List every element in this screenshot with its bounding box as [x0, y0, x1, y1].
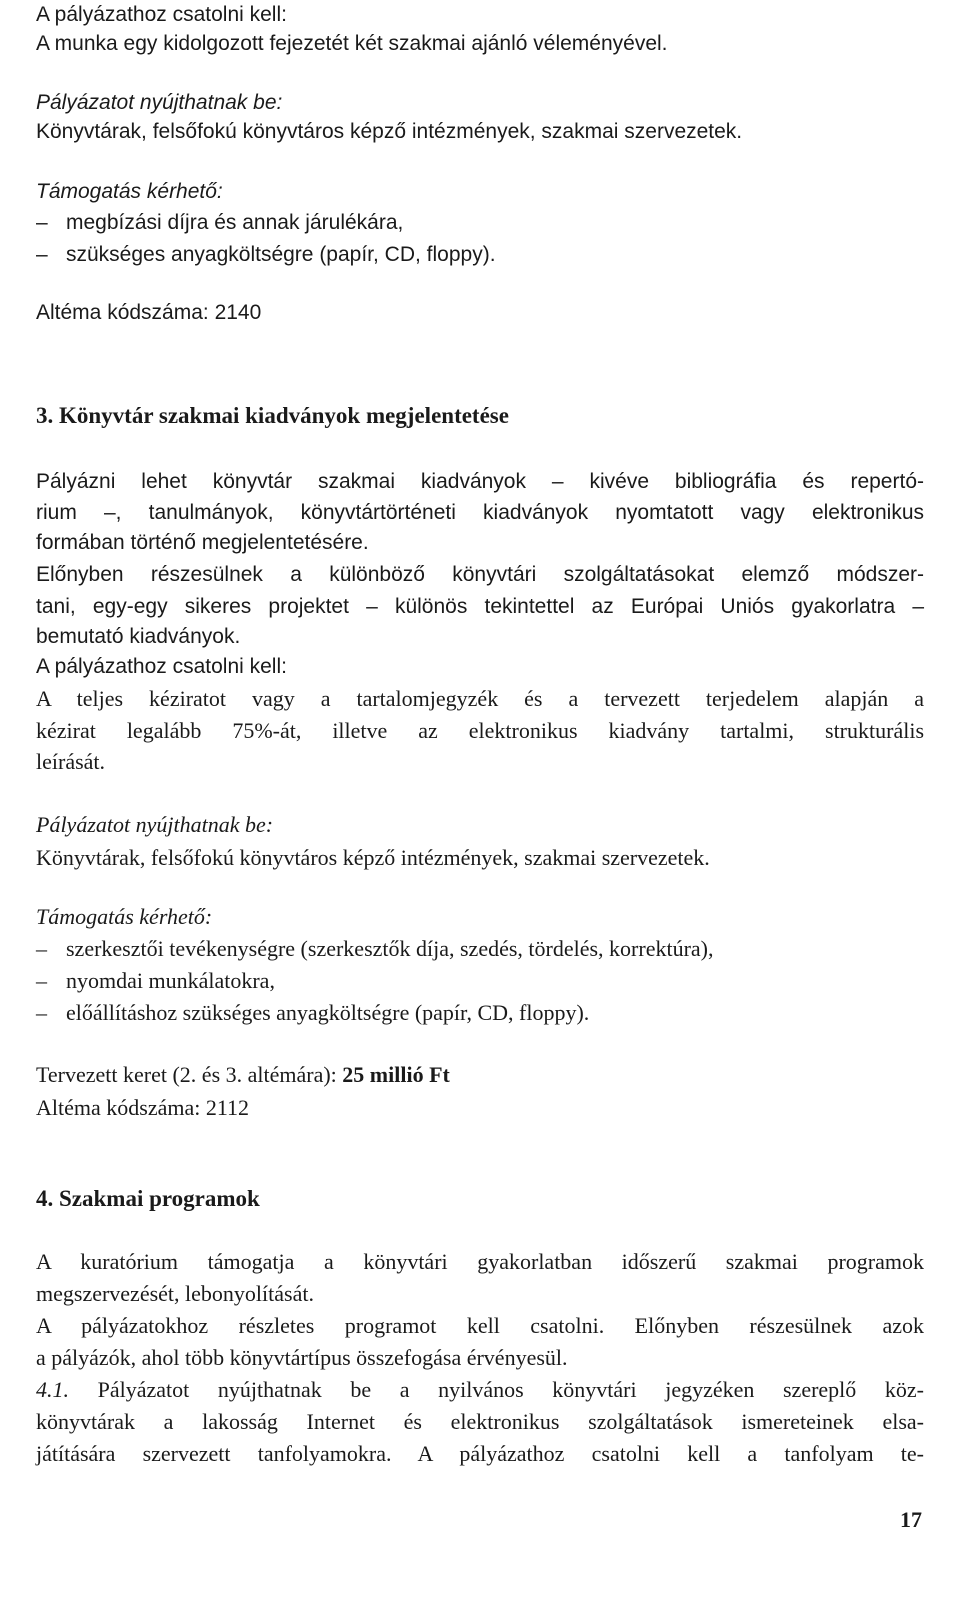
dash: –: [36, 1000, 47, 1025]
support-item: – szükséges anyagköltségre (papír, CD, floppy).: [36, 240, 924, 270]
dash: –: [36, 211, 48, 234]
support-label: Támogatás kérhető:: [36, 180, 223, 203]
section-heading: 4. Szakmai programok: [36, 1186, 260, 1211]
section-heading: 3. Könyvtár szakmai kiadványok megjelentetése: [36, 403, 509, 428]
applicants-label: Pályázatot nyújthatnak be:: [36, 91, 283, 114]
paragraph-line: Előnyben részesülnek a különböző könyvtári szolgáltatásokat elemző módszer-: [36, 563, 924, 586]
budget-label: Tervezett keret (2. és 3. altémára):: [36, 1062, 343, 1087]
budget-line: [36, 1060, 924, 1090]
paragraph-line: bemutató kiadványok.: [36, 625, 241, 648]
paragraph-line: rium –, tanulmányok, könyvtártörténeti kiadványok nyomtatott vagy elektronikus: [36, 501, 924, 524]
support-item: – nyomdai munkálatokra,: [36, 966, 924, 996]
support-item: – előállításhoz szükséges anyagköltségre (papír, CD, floppy).: [36, 998, 924, 1028]
dash: –: [36, 243, 48, 266]
page-number: 17: [900, 1507, 922, 1532]
attachment-label: A pályázathoz csatolni kell:: [36, 655, 287, 678]
dash: –: [36, 936, 47, 961]
paragraph-line: A teljes kéziratot vagy a tartalomjegyzék és a tervezett terjedelem alapján a: [36, 686, 924, 711]
attachment-label: A pályázathoz csatolni kell:: [36, 3, 287, 26]
paragraph-line: könyvtárak a lakosság Internet és elektronikus szolgáltatások ismereteinek elsa-: [36, 1409, 924, 1434]
attachment-text: A munka egy kidolgozott fejezetét két szakmai ajánló véleményével.: [36, 32, 668, 55]
applicants-label: Pályázatot nyújthatnak be:: [36, 812, 274, 837]
paragraph-line: leírását.: [36, 749, 106, 774]
applicants-text: Könyvtárak, felsőfokú könyvtáros képző intézmények, szakmai szervezetek.: [36, 845, 710, 870]
subtopic-code: Altéma kódszáma: 2112: [36, 1095, 250, 1120]
paragraph-line: játítására szervezett tanfolyamokra. A pályázathoz csatolni kell a tanfolyam te-: [36, 1441, 924, 1466]
support-label: Támogatás kérhető:: [36, 904, 213, 929]
paragraph-line: formában történő megjelentetésére.: [36, 531, 369, 554]
paragraph-line: tani, egy-egy sikeres projektet – különös tekintettel az Európai Uniós gyakorlatra –: [36, 595, 924, 618]
paragraph-line: A pályázatokhoz részletes programot kell csatolni. Előnyben részesülnek azok: [36, 1313, 924, 1338]
support-item: – megbízási díjra és annak járulékára,: [36, 208, 924, 238]
budget-value: 25 millió Ft: [342, 1062, 450, 1087]
paragraph-line: A kuratórium támogatja a könyvtári gyakorlatban időszerű szakmai programok: [36, 1249, 924, 1274]
subsection-number: 4.1.: [36, 1377, 69, 1402]
subsection-line: 4.1. Pályázatot nyújthatnak be a nyilvános könyvtári jegyzéken szereplő köz-: [36, 1377, 924, 1402]
paragraph-line: kézirat legalább 75%-át, illetve az elektronikus kiadvány tartalmi, strukturális: [36, 718, 924, 743]
support-item: – szerkesztői tevékenységre (szerkesztők díja, szedés, tördelés, korrektúra),: [36, 934, 924, 964]
subtopic-code: Altéma kódszáma: 2140: [36, 301, 262, 324]
paragraph-line: megszervezését, lebonyolítását.: [36, 1281, 314, 1306]
applicants-text: Könyvtárak, felsőfokú könyvtáros képző intézmények, szakmai szervezetek.: [36, 120, 743, 143]
paragraph-line: a pályázók, ahol több könyvtártípus összefogása érvényesül.: [36, 1345, 568, 1370]
paragraph-line: Pályázni lehet könyvtár szakmai kiadványok – kivéve bibliográfia és repertó-: [36, 470, 924, 493]
dash: –: [36, 968, 47, 993]
